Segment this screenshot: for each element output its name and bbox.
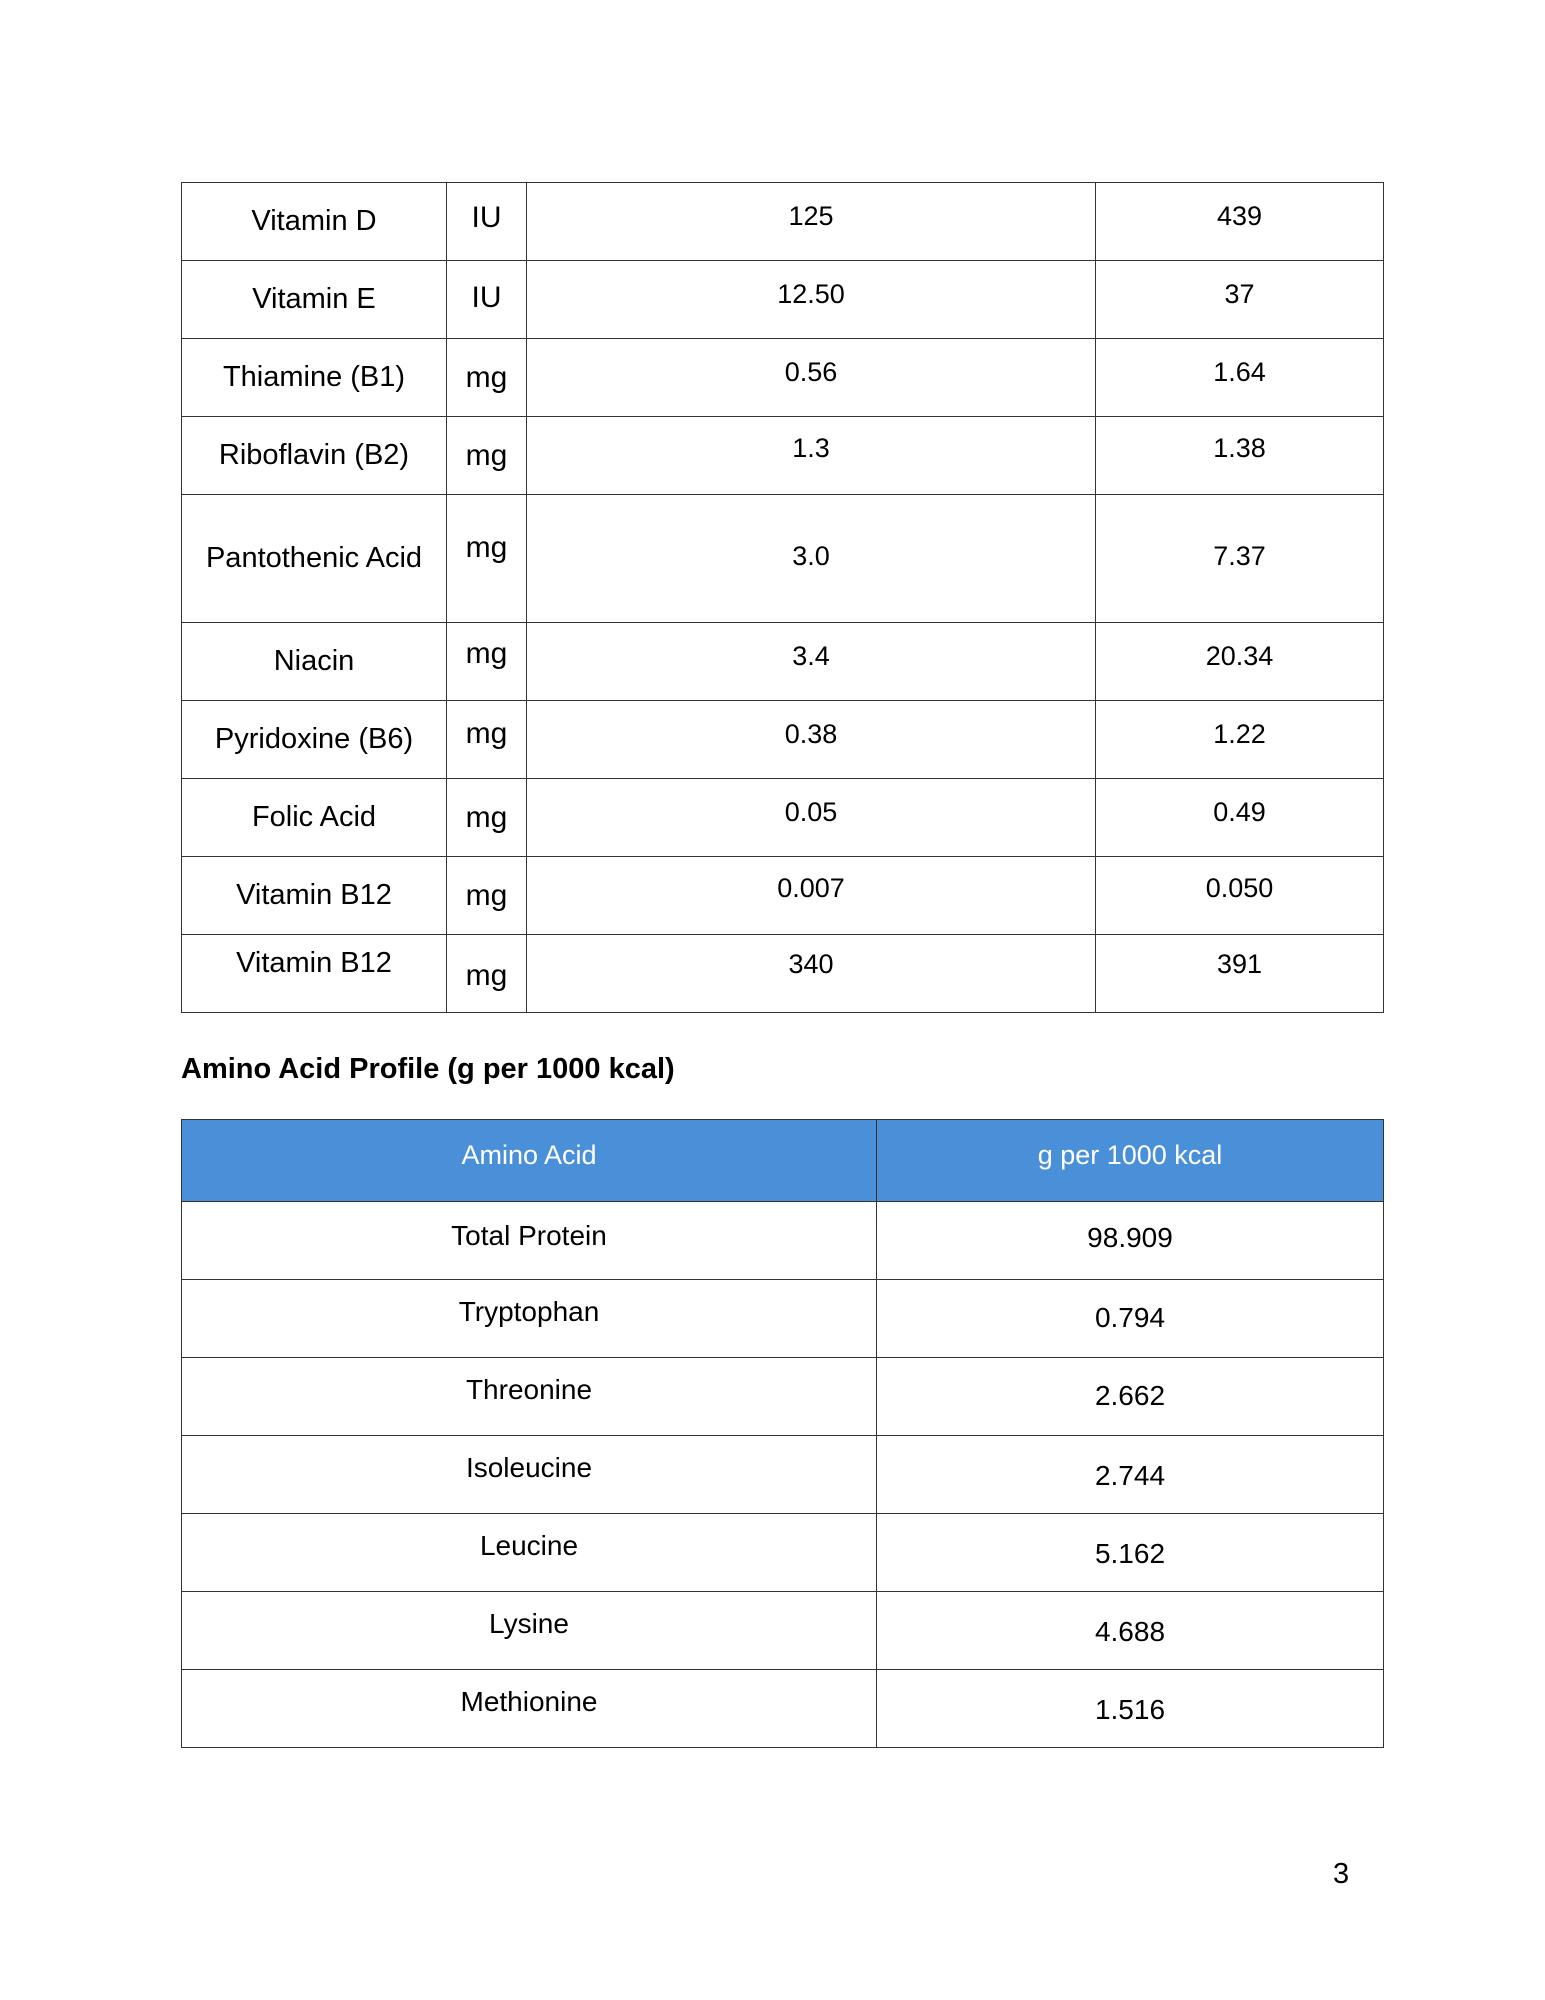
vitamin-value: 439 [1096, 183, 1384, 261]
amino-value: 0.794 [877, 1280, 1384, 1358]
vitamin-name: Pantothenic Acid [182, 495, 447, 623]
vitamin-unit: mg [447, 339, 527, 417]
vitamin-unit: mg [447, 623, 527, 701]
table-row [182, 779, 1384, 857]
table-row [182, 1280, 1384, 1358]
vitamin-value: 1.38 [1096, 417, 1384, 495]
table-row [182, 1514, 1384, 1592]
vitamin-value: 7.37 [1096, 495, 1384, 623]
amino-name: Lysine [182, 1592, 877, 1670]
table-row [182, 1670, 1384, 1748]
table-row [182, 417, 1384, 495]
column-header: Amino Acid [182, 1120, 877, 1202]
vitamin-value: 0.49 [1096, 779, 1384, 857]
vitamin-value: 0.56 [527, 339, 1096, 417]
section-title: Amino Acid Profile (g per 1000 kcal) [181, 1053, 675, 1085]
vitamin-name: Vitamin B12 [182, 935, 447, 1013]
vitamin-value: 1.22 [1096, 701, 1384, 779]
vitamin-value: 12.50 [527, 261, 1096, 339]
amino-value: 2.744 [877, 1436, 1384, 1514]
table-row [182, 1436, 1384, 1514]
table-row [182, 1202, 1384, 1280]
vitamin-value: 0.38 [527, 701, 1096, 779]
vitamin-value: 3.4 [527, 623, 1096, 701]
vitamin-value: 340 [527, 935, 1096, 1013]
table-row [182, 1592, 1384, 1670]
table-row [182, 495, 1384, 623]
vitamin-name: Vitamin E [182, 261, 447, 339]
amino-value: 1.516 [877, 1670, 1384, 1748]
table-header-row [182, 1120, 1384, 1202]
vitamin-value: 3.0 [527, 495, 1096, 623]
vitamin-unit: mg [447, 417, 527, 495]
vitamin-unit: mg [447, 857, 527, 935]
amino-value: 2.662 [877, 1358, 1384, 1436]
vitamin-value: 125 [527, 183, 1096, 261]
table-row [182, 935, 1384, 1013]
vitamin-name: Vitamin D [182, 183, 447, 261]
amino-name: Methionine [182, 1670, 877, 1748]
vitamin-name: Vitamin B12 [182, 857, 447, 935]
vitamin-name: Thiamine (B1) [182, 339, 447, 417]
amino-value: 5.162 [877, 1514, 1384, 1592]
vitamin-value: 0.007 [527, 857, 1096, 935]
table-row [182, 701, 1384, 779]
amino-name: Isoleucine [182, 1436, 877, 1514]
table-row [182, 1358, 1384, 1436]
vitamin-value: 0.05 [527, 779, 1096, 857]
amino-name: Tryptophan [182, 1280, 877, 1358]
vitamin-value: 1.3 [527, 417, 1096, 495]
amino-name: Threonine [182, 1358, 877, 1436]
amino-value: 98.909 [877, 1202, 1384, 1280]
vitamin-unit: IU [447, 183, 527, 261]
amino-name: Total Protein [182, 1202, 877, 1280]
vitamin-unit: mg [447, 779, 527, 857]
vitamin-name: Niacin [182, 623, 447, 701]
vitamin-name: Folic Acid [182, 779, 447, 857]
vitamin-table [181, 182, 1384, 1013]
amino-value: 4.688 [877, 1592, 1384, 1670]
amino-name: Leucine [182, 1514, 877, 1592]
amino-acid-table [181, 1119, 1384, 1748]
table-row [182, 857, 1384, 935]
vitamin-unit: mg [447, 701, 527, 779]
vitamin-value: 0.050 [1096, 857, 1384, 935]
vitamin-unit: mg [447, 935, 527, 1013]
vitamin-value: 20.34 [1096, 623, 1384, 701]
table-row [182, 339, 1384, 417]
vitamin-name: Riboflavin (B2) [182, 417, 447, 495]
page-number: 3 [1333, 1858, 1350, 1890]
table-row [182, 623, 1384, 701]
vitamin-unit: mg [447, 495, 527, 623]
table-row [182, 261, 1384, 339]
vitamin-unit: IU [447, 261, 527, 339]
vitamin-value: 1.64 [1096, 339, 1384, 417]
vitamin-value: 391 [1096, 935, 1384, 1013]
table-row [182, 183, 1384, 261]
vitamin-name: Pyridoxine (B6) [182, 701, 447, 779]
vitamin-value: 37 [1096, 261, 1384, 339]
column-header: g per 1000 kcal [877, 1120, 1384, 1202]
